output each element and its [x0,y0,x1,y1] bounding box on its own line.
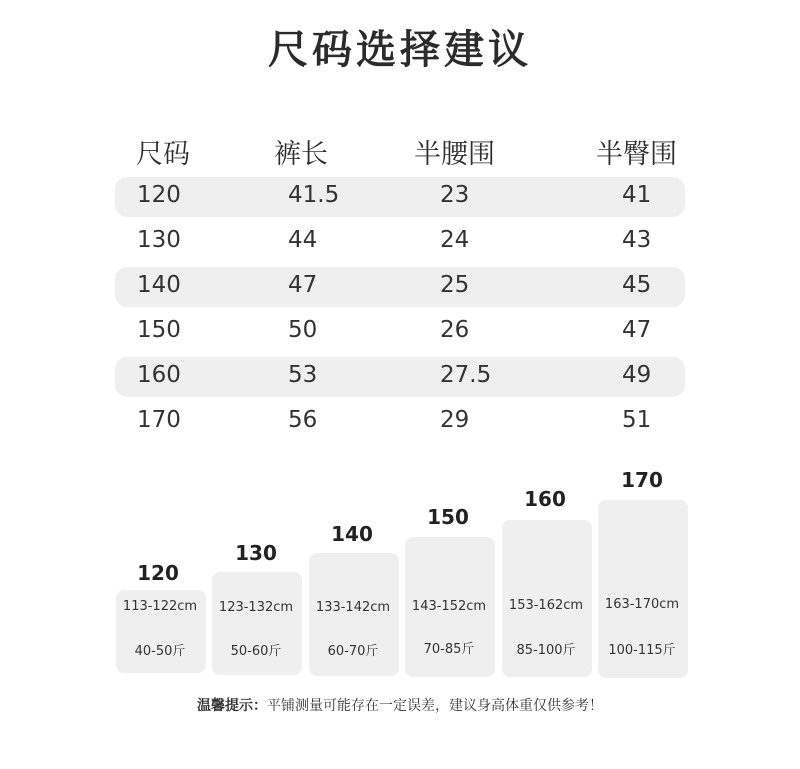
tip-text: 平铺测量可能存在一定误差，建议身高体重仅供参考！ [267,698,603,714]
header-half-waist: 半腰围 [414,139,495,170]
page-title: 尺码选择建议 [268,27,532,73]
card-size-label: 170 [621,468,663,492]
cell-half-waist: 24 [440,227,470,253]
cell-half-hip: 47 [622,317,652,343]
card-weight-range: 40-50斤 [134,644,186,659]
cell-half-hip: 45 [622,272,652,298]
cell-pants-length: 47 [288,272,318,298]
card-box [212,572,302,675]
cell-half-hip: 49 [622,362,652,388]
card-size-label: 150 [427,505,469,529]
cell-size: 120 [137,182,181,208]
cell-pants-length: 44 [288,227,318,253]
cell-pants-length: 50 [288,317,318,343]
cell-half-hip: 51 [622,407,652,433]
card-size-label: 160 [524,487,566,511]
cell-size: 170 [137,407,181,433]
tip-note [0,695,800,715]
cell-size: 140 [137,272,181,298]
card-weight-range: 50-60斤 [230,644,282,659]
cell-half-waist: 23 [440,182,470,208]
cell-half-waist: 27.5 [440,362,492,388]
row-band [115,177,685,217]
cell-pants-length: 41.5 [288,182,340,208]
card-height-range: 143-152cm [411,599,487,614]
card-size-label: 120 [137,561,179,585]
card-size-label: 130 [235,541,277,565]
cell-pants-length: 56 [288,407,318,433]
cell-size: 160 [137,362,181,388]
header-size: 尺码 [136,139,190,170]
cell-half-waist: 26 [440,317,470,343]
cell-half-waist: 29 [440,407,470,433]
tip-label: 温馨提示： [197,698,267,714]
card-size-label: 140 [331,522,373,546]
card-height-range: 123-132cm [218,600,294,615]
header-pants-length: 裤长 [274,139,328,170]
card-height-range: 133-142cm [315,600,391,615]
cell-size: 130 [137,227,181,253]
cell-pants-length: 53 [288,362,318,388]
row-band [115,267,685,307]
card-height-range: 113-122cm [122,599,198,614]
cell-half-hip: 43 [622,227,652,253]
card-weight-range: 70-85斤 [423,642,475,657]
card-weight-range: 60-70斤 [327,644,379,659]
cell-half-hip: 41 [622,182,652,208]
row-band [115,357,685,397]
card-weight-range: 100-115斤 [608,643,676,658]
card-weight-range: 85-100斤 [516,643,576,658]
cell-size: 150 [137,317,181,343]
header-half-hip: 半臀围 [596,139,677,170]
card-height-range: 163-170cm [604,597,680,612]
cell-half-waist: 25 [440,272,470,298]
card-height-range: 153-162cm [508,598,584,613]
